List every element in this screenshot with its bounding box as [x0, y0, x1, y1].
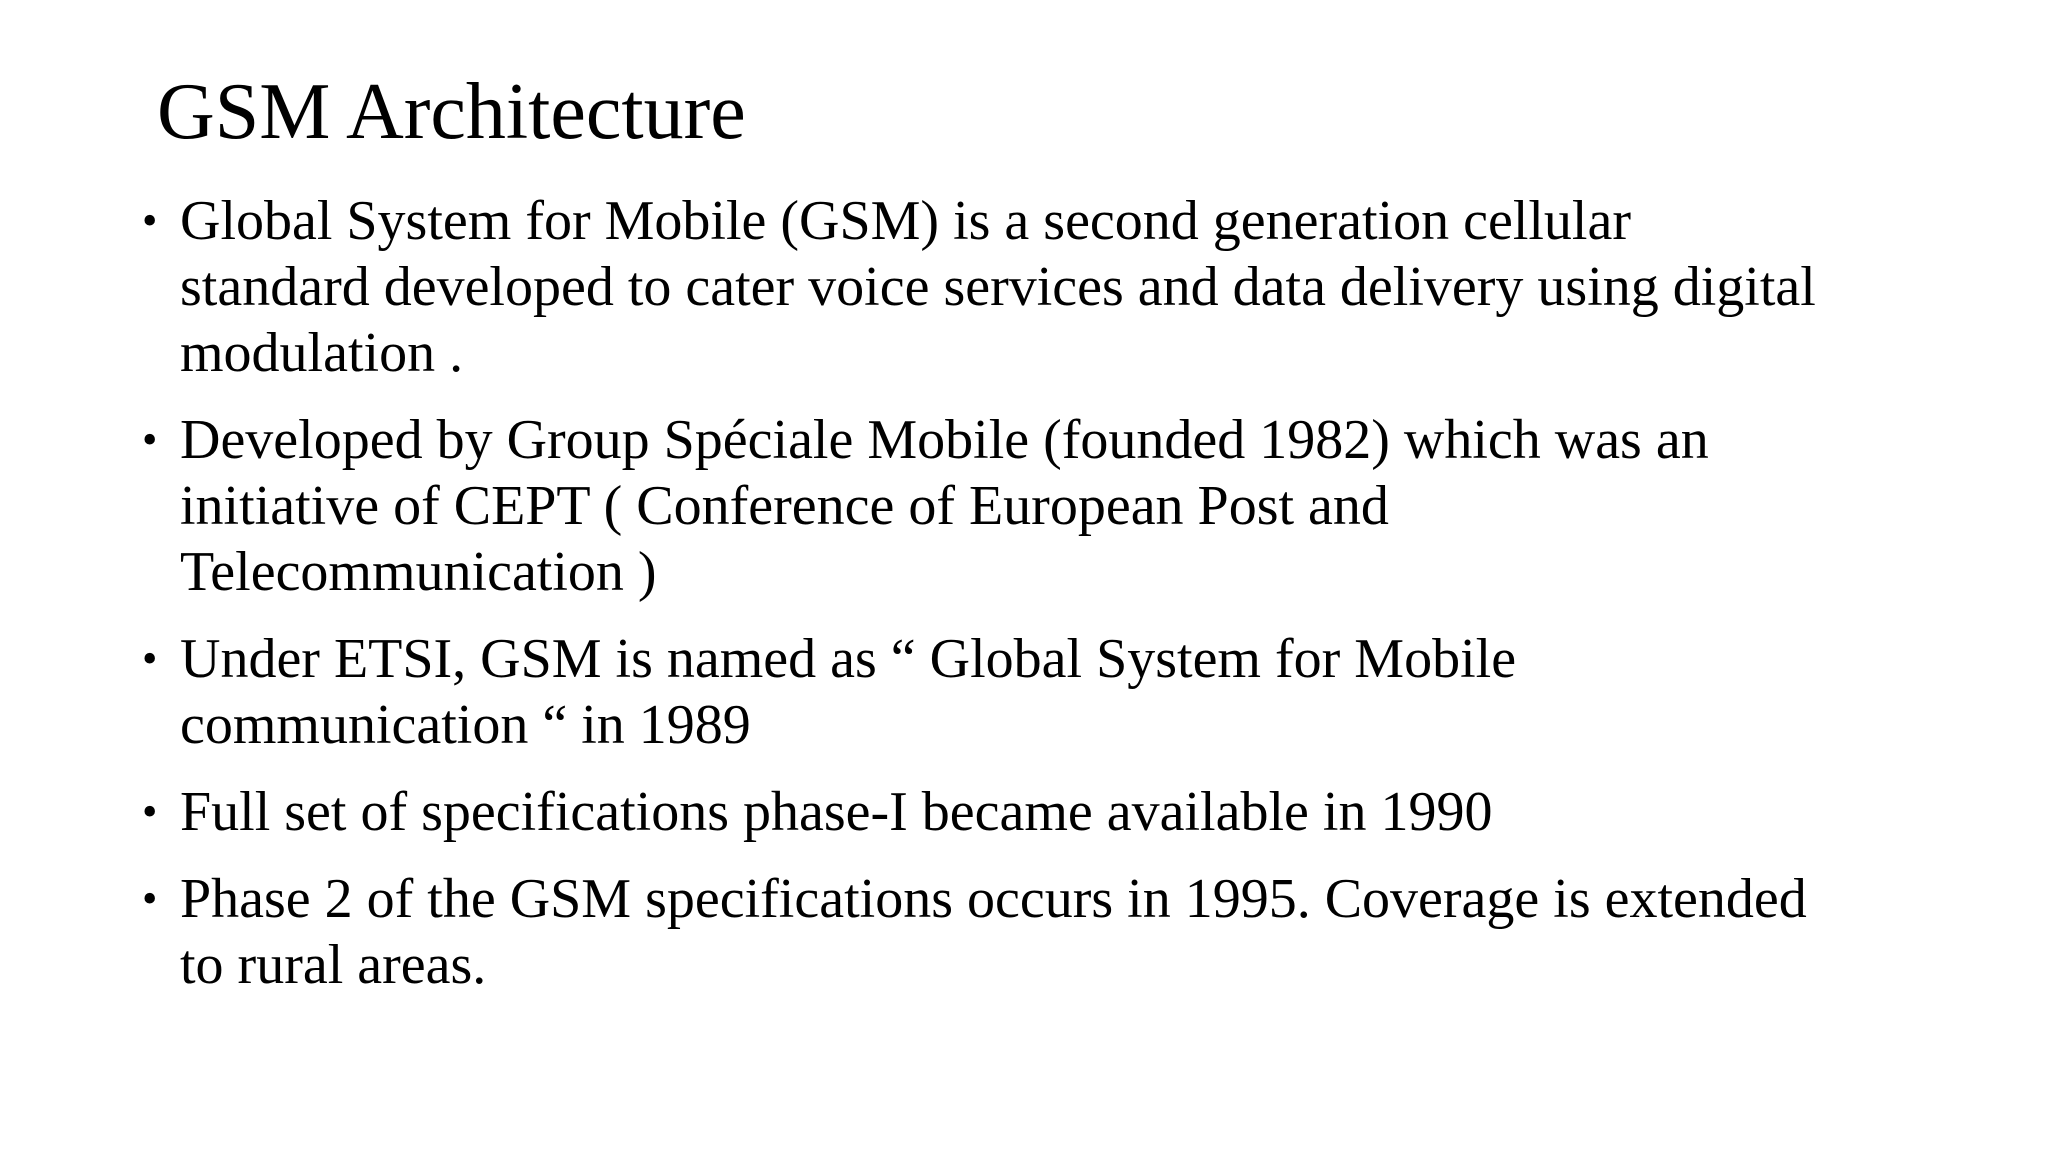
bullet-list: [142, 188, 1972, 1019]
bullet-icon: •: [142, 634, 158, 683]
bullet-item: [142, 866, 1972, 998]
bullet-text-line: to rural areas.: [180, 934, 487, 996]
bullet-icon: •: [142, 874, 158, 923]
slide-title: GSM Architecture: [157, 68, 746, 156]
bullet-text-line: initiative of CEPT ( Conference of European Post and: [180, 475, 1389, 537]
bullet-text-line: Under ETSI, GSM is named as “ Global System for Mobile: [180, 628, 1517, 690]
bullet-text-line: Phase 2 of the GSM specifications occurs in 1995. Coverage is extended: [180, 868, 1807, 930]
bullet-text-line: Full set of specifications phase-I became available in 1990: [180, 781, 1493, 843]
bullet-text-line: Global System for Mobile (GSM) is a second generation cellular: [180, 190, 1631, 252]
bullet-icon: •: [142, 787, 158, 836]
bullet-icon: •: [142, 415, 158, 464]
bullet-text-line: modulation .: [180, 322, 464, 384]
bullet-item: [142, 407, 1972, 605]
bullet-text-line: Developed by Group Spéciale Mobile (founded 1982) which was an: [180, 409, 1709, 471]
bullet-text-line: standard developed to cater voice services and data delivery using digital: [180, 256, 1816, 318]
bullet-icon: •: [142, 196, 158, 245]
bullet-text-line: communication “ in 1989: [180, 694, 751, 756]
bullet-text-line: Telecommunication ): [180, 541, 657, 603]
bullet-item: [142, 626, 1972, 758]
bullet-item: [142, 779, 1972, 845]
bullet-item: [142, 188, 1972, 386]
